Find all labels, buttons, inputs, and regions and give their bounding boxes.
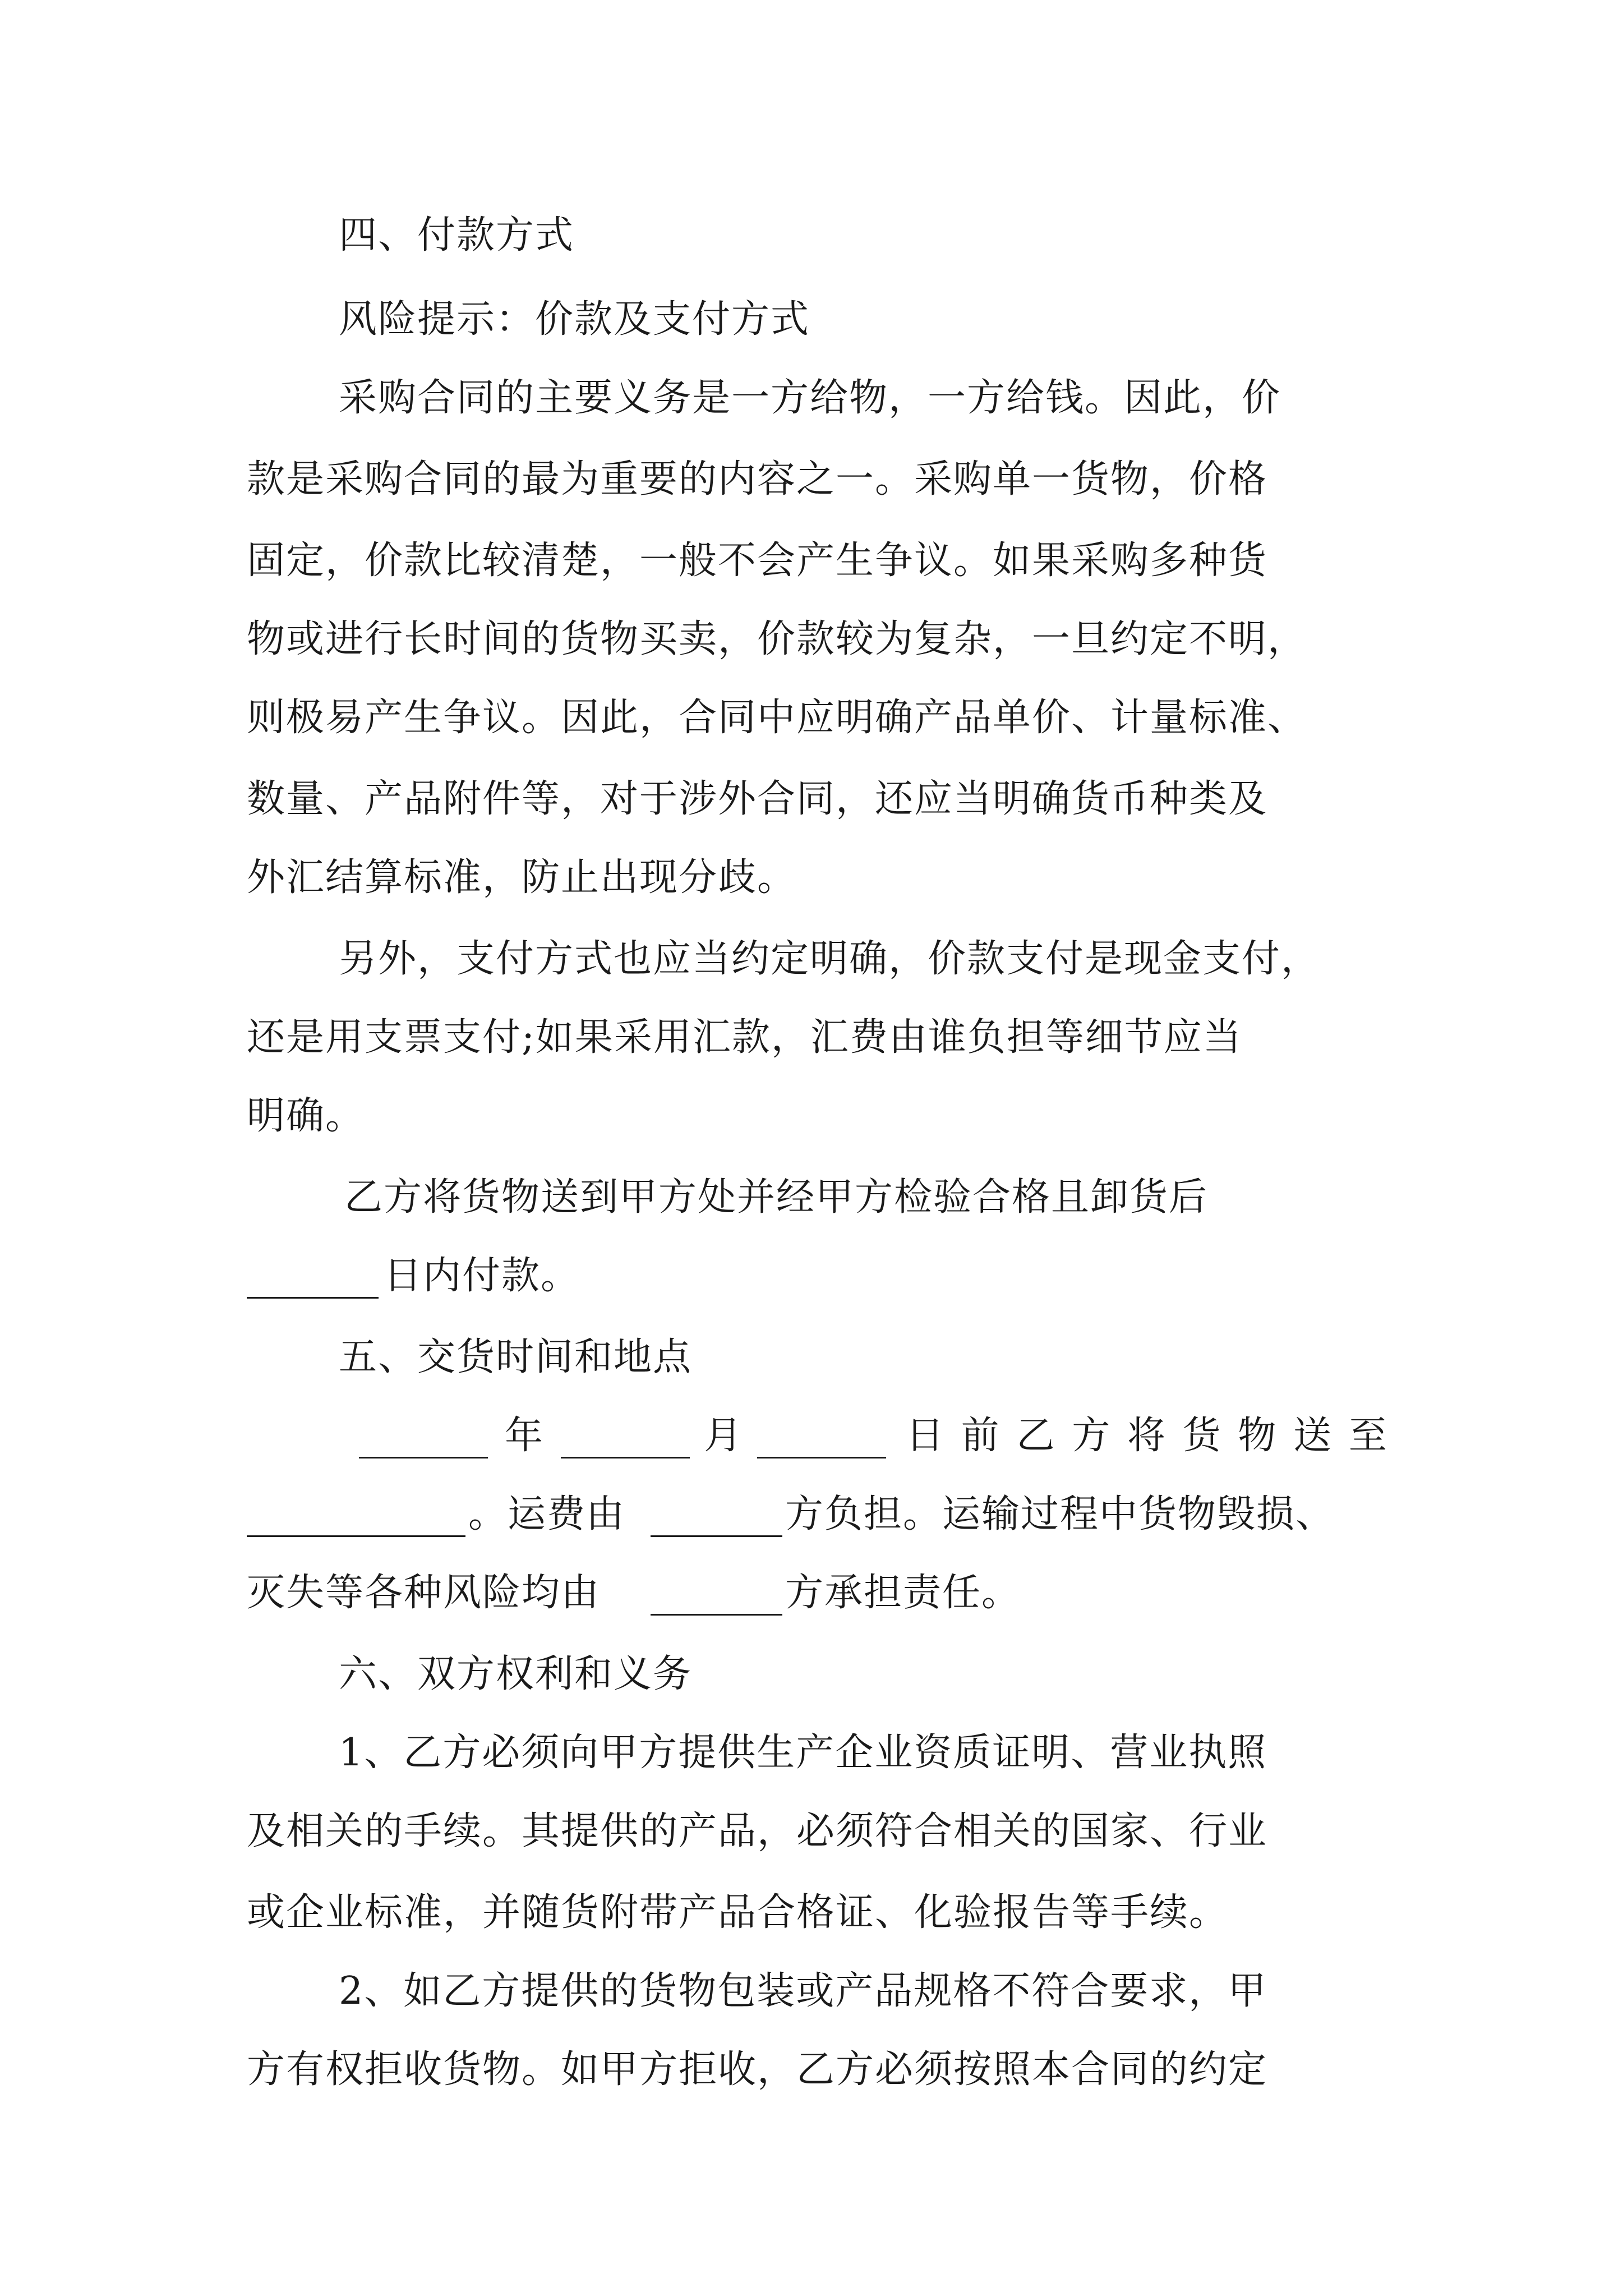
text: 另外，支付方式也应当约定明确，价款支付是现金支付， [339,937,1321,981]
freight-line [0,1492,1623,1537]
blank-day [757,1414,886,1458]
paragraph-line [0,2047,1623,2092]
text: 数量、产品附件等，对于涉外合同，还应当明确货币种类及 [247,777,1268,821]
text: 方承担责任。 [785,1571,1021,1615]
text: 明确。 [247,1094,365,1138]
paragraph-line [0,457,1623,502]
heading-text: 五、交货时间和地点 [339,1335,693,1379]
risk-title-text: 风险提示：价款及支付方式 [339,297,810,342]
text: 及相关的手续。其提供的产品，必须符合相关的国家、行业 [247,1809,1268,1853]
char: 至 [1348,1414,1388,1458]
char: 将 [1127,1414,1166,1458]
text: 或企业标准，并随货附带产品合格证、化验报告等手续。 [247,1890,1229,1935]
char: 前 [961,1414,1000,1458]
paragraph-line [0,1890,1623,1935]
char: 乙 [1016,1414,1056,1458]
text: 2、如乙方提供的货物包装或产品规格不符合要求，甲 [339,1969,1267,2013]
paragraph-line [0,617,1623,662]
text: 乙方将货物送到甲方处并经甲方检验合格且卸货后 [344,1175,1209,1220]
year-label: 年 [505,1414,545,1458]
risk-title [0,297,1623,342]
text: 灭失等各种风险均由 [247,1571,601,1615]
blank-destination [247,1492,465,1537]
blank-month [561,1414,690,1458]
blank-year [359,1414,488,1458]
date-line-rest [906,1414,1388,1458]
char: 货 [1182,1414,1222,1458]
paragraph-line [0,1254,1623,1299]
paragraph-line [0,696,1623,740]
text: 还是用支票支付;如果采用汇款，汇费由谁负担等细节应当 [247,1015,1242,1060]
section-4-heading [0,213,1623,258]
char: 日 [906,1414,946,1458]
text: 则极易产生争议。因此，合同中应明确产品单价、计量标准、 [247,696,1307,740]
blank-party [651,1571,782,1616]
char: 物 [1238,1414,1278,1458]
text: 方有权拒收货物。如甲方拒收，乙方必须按照本合同的约定 [247,2047,1268,2092]
paragraph-line [0,1094,1623,1139]
paragraph-line [0,1731,1623,1775]
paragraph-line [0,539,1623,583]
text: 。运费由 [468,1492,626,1536]
section-5-heading [0,1335,1623,1380]
paragraph-line [0,376,1623,421]
blank-field [247,1254,379,1299]
text: 外汇结算标准，防止出现分歧。 [247,855,797,900]
text: 日内付款。 [384,1254,580,1298]
text: 1、乙方必须向甲方提供生产企业资质证明、营业执照 [339,1731,1267,1775]
paragraph-line [0,1015,1623,1060]
text: 款是采购合同的最为重要的内容之一。采购单一货物，价格 [247,457,1268,501]
char: 送 [1293,1414,1333,1458]
char: 方 [1072,1414,1112,1458]
section-6-heading [0,1652,1623,1697]
blank-party [651,1492,782,1537]
paragraph-line [0,777,1623,822]
paragraph-line [0,1969,1623,2014]
month-label: 月 [704,1414,744,1458]
risk-line [0,1571,1623,1616]
text: 方负担。运输过程中货物毁损、 [785,1492,1335,1536]
paragraph-line [0,1175,1623,1220]
paragraph-line [0,855,1623,900]
date-line [0,1414,1623,1458]
text: 固定，价款比较清楚，一般不会产生争议。如果采购多种货 [247,539,1268,583]
paragraph-line [0,1809,1623,1854]
heading-text: 四、付款方式 [339,213,575,257]
text: 采购合同的主要义务是一方给物，一方给钱。因此，价 [339,376,1281,420]
text: 物或进行长时间的货物买卖，价款较为复杂，一旦约定不明， [247,617,1307,661]
paragraph-line [0,937,1623,982]
heading-text: 六、双方权利和义务 [339,1652,693,1696]
